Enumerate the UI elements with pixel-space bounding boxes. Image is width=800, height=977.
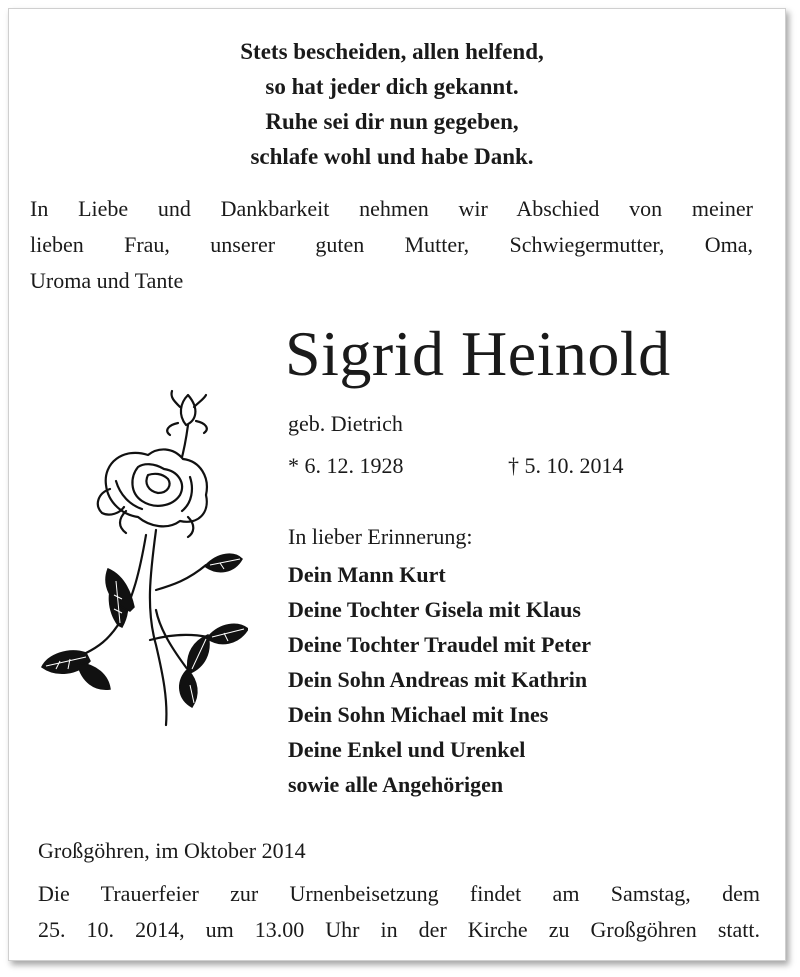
death-date: † 5. 10. 2014 [508, 453, 624, 478]
place-date: Großgöhren, im Oktober 2014 [38, 838, 306, 863]
memory-label: In lieber Erinnerung: [288, 524, 473, 549]
intro-line: Uroma und Tante [30, 268, 184, 293]
mourners-list [288, 557, 591, 802]
funeral-line: 25. 10. 2014, um 13.00 Uhr in der Kirche zu Großgöhren statt. [38, 917, 760, 942]
poem-line: Stets bescheiden, allen helfend, [240, 39, 544, 64]
born-name: geb. Dietrich [288, 411, 403, 436]
funeral-notice [38, 876, 760, 948]
poem-line: schlafe wohl und habe Dank. [250, 144, 534, 169]
poem [0, 34, 784, 174]
intro-line: In Liebe und Dankbarkeit nehmen wir Abschied von meiner [30, 196, 753, 221]
mourner-line: Deine Tochter Gisela mit Klaus [288, 597, 581, 622]
poem-line: Ruhe sei dir nun gegeben, [265, 109, 519, 134]
mourner-line: Dein Sohn Michael mit Ines [288, 702, 549, 727]
poem-line: so hat jeder dich gekannt. [265, 74, 519, 99]
intro-text [30, 191, 753, 299]
mourner-line: Dein Sohn Andreas mit Kathrin [288, 667, 588, 692]
mourner-line: Dein Mann Kurt [288, 562, 446, 587]
birth-date: * 6. 12. 1928 [288, 453, 404, 478]
mourner-line: Deine Tochter Traudel mit Peter [288, 632, 592, 657]
rose-illustration [38, 385, 248, 730]
deceased-name: Sigrid Heinold [285, 318, 671, 389]
funeral-line: Die Trauerfeier zur Urnenbeisetzung findet am Samstag, dem [38, 881, 760, 906]
mourner-line: sowie alle Angehörigen [288, 772, 504, 797]
intro-line: lieben Frau, unserer guten Mutter, Schwiegermutter, Oma, [30, 232, 753, 257]
mourner-line: Deine Enkel und Urenkel [288, 737, 526, 762]
